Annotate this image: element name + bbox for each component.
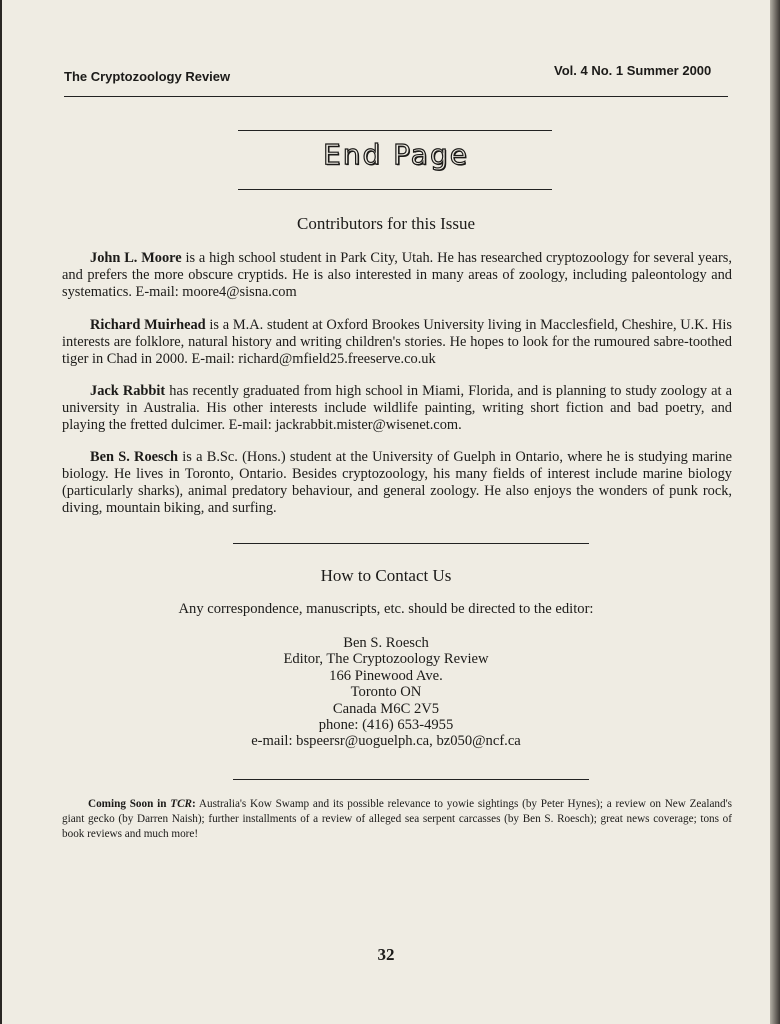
title-rule-bottom [238,189,552,190]
contributor-name: Jack Rabbit [90,383,166,399]
contributor-paragraph [62,317,732,368]
coming-soon-label: Coming Soon in [88,798,171,810]
address-line: phone: (416) 653-4955 [318,717,454,734]
address-line: Ben S. Roesch [343,635,429,651]
contact-heading: How to Contact Us [320,566,452,585]
address-line: 166 Pinewood Ave. [329,667,443,684]
issue-info: Vol. 4 No. 1 Summer 2000 [554,63,712,78]
header-rule [64,96,728,97]
contributor-name: John L. Moore [90,250,182,266]
contributor-bio: is a high school student in Park City, Utah. He has researched cryptozoology for several years, and prefers the more obscure cryptids. He is also interested in many areas of zoology, including paleontology and systematics. E-mail: moore4@sisna.com [62,250,732,300]
address-line: e-mail: bspeersr@uoguelph.ca, bz050@ncf.ca [251,733,521,750]
contributor-paragraph [62,449,732,517]
contributor-name: Richard Muirhead [90,317,206,333]
page-edge-shadow [770,0,780,1024]
section-rule [233,543,589,544]
address-line: Canada M6C 2V5 [332,700,440,717]
address-line: Toronto ON [350,684,422,701]
page-title: End Page [323,138,469,171]
contributor-bio: is a M.A. student at Oxford Brookes University living in Macclesfield, Cheshire, U.K. His interests are folklore, natural history and writing children's stories. He hopes to look for the rumoured sabre-toothed tiger in Chad in 2000. E-mail: richard@mfield25.freeserve.co.uk [62,317,732,367]
editor-address [2,635,770,750]
coming-soon-abbrev: TCR [170,798,192,810]
contributor-paragraph [62,383,732,434]
contributors-heading: Contributors for this Issue [296,214,476,233]
coming-soon-text: Australia's Kow Swamp and its possible relevance to yowie sightings (by Peter Hynes); a review on New Zealand's giant gecko (by Darren Naish); further installments of a review of alleged sea serpent carcasses (by Ben S. Roesch); great news coverage; tons of book reviews and much more! [62,798,732,840]
section-rule [233,779,589,780]
contributor-bio: has recently graduated from high school in Miami, Florida, and is planning to study zoology at a university in Australia. His other interests include wildlife painting, writing short fiction and bad poetry, and playing the fretted dulcimer. E-mail: jackrabbit.mister@wisenet.com. [62,383,732,433]
page [2,0,770,1024]
contact-intro: Any correspondence, manuscripts, etc. should be directed to the editor: [178,601,594,617]
contributor-name: Ben S. Roesch [90,449,179,465]
title-rule-top [238,130,552,131]
page-number: 32 [377,945,395,964]
contributor-bio: is a B.Sc. (Hons.) student at the University of Guelph in Ontario, where he is studying marine biology. He lives in Toronto, Ontario. Besides cryptozoology, his many fields of interest include marine biology (particularly sharks), animal predatory behaviour, and general zoology. He also enjoys the wonders of punk rock, diving, mountain biking, and surfing. [62,449,732,516]
coming-soon-note [62,797,732,842]
contributor-paragraph [62,250,732,301]
address-line: Editor, The Cryptozoology Review [283,651,489,668]
journal-name: The Cryptozoology Review [64,69,231,84]
coming-soon-colon: : [192,798,196,810]
